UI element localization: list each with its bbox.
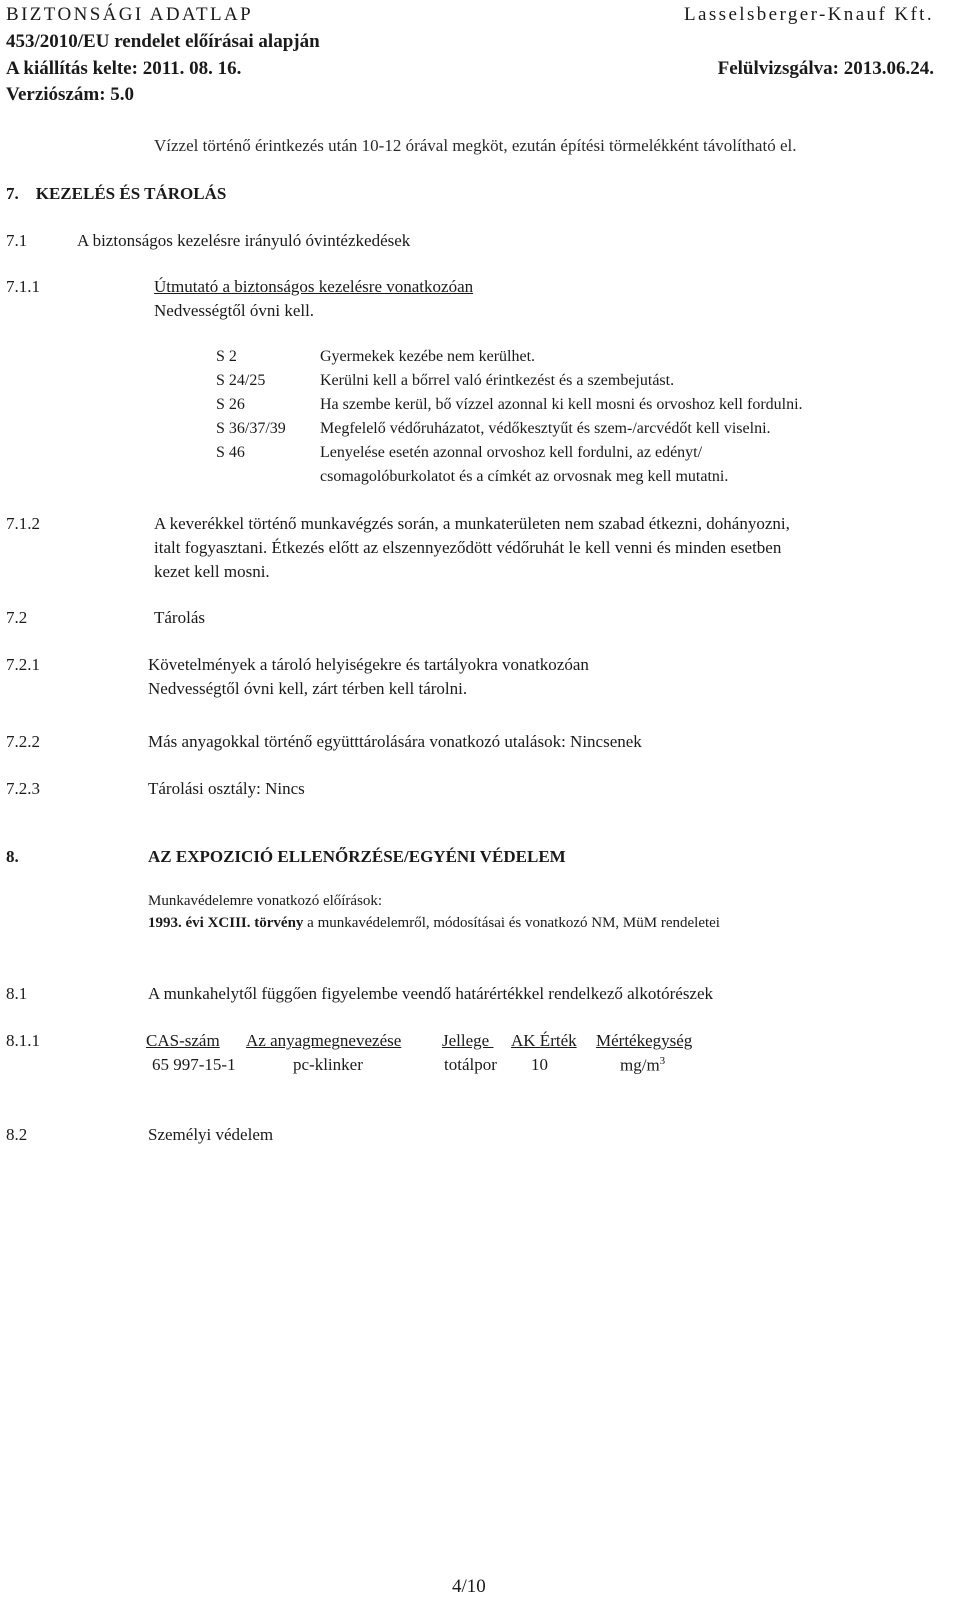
doc-title: BIZTONSÁGI ADATLAP (6, 4, 254, 25)
section-7-2-3-number: 7.2.3 (6, 779, 40, 798)
law-reference-rest: a munkavédelemről, módosításai és vonatkozó NM, MüM rendeletei (303, 915, 720, 931)
table-header-unit: Mértékegység (596, 1031, 693, 1050)
section-7-2-number: 7.2 (6, 608, 28, 627)
table-cell-name: pc-klinker (293, 1055, 363, 1074)
regulations-label: Munkavédelemre vonatkozó előírások: (148, 893, 383, 909)
intro-line: Vízzel történő érintkezés után 10-12 órával megköt, ezután építési törmelékként távolítható el. (154, 136, 797, 155)
regulation-line: 453/2010/EU rendelet előírásai alapján (6, 31, 320, 52)
s-phrase-text: Gyermekek kezébe nem kerülhet. (320, 348, 536, 365)
section-7-1-2-line: italt fogyasztani. Étkezés előtt az elszennyeződött védőruhát le kell venni és minden esetben (154, 538, 782, 557)
section-8-2-title: Személyi védelem (148, 1125, 274, 1144)
section-7-2-1-number: 7.2.1 (6, 655, 40, 674)
section-7-1-2-line: kezet kell mosni. (154, 562, 270, 581)
s-phrase-text: Lenyelése esetén azonnal orvoshoz kell fordulni, az edényt/ (320, 444, 703, 461)
section-7-2-3-text: Tárolási osztály: Nincs (148, 779, 305, 798)
table-header-cas: CAS-szám (146, 1031, 220, 1050)
section-8-2-number: 8.2 (6, 1125, 28, 1144)
section-7-title: 7. KEZELÉS ÉS TÁROLÁS (6, 184, 227, 203)
section-7-2-title: Tárolás (154, 608, 205, 627)
section-7-1-title: A biztonságos kezelésre irányuló óvintézkedések (77, 231, 411, 250)
section-7-2-2-number: 7.2.2 (6, 732, 40, 751)
table-header-type: Jellege (442, 1031, 494, 1050)
s-phrase-code: S 46 (216, 444, 245, 461)
s-phrase-code: S 2 (216, 348, 237, 365)
section-7-1-1-text: Nedvességtől óvni kell. (154, 301, 315, 320)
section-8-number: 8. (6, 847, 19, 866)
s-phrase-code: S 26 (216, 396, 245, 413)
s-phrase-text: Megfelelő védőruházatot, védőkesztyűt és szem-/arcvédőt kell viselni. (320, 420, 771, 437)
section-7-2-1-title: Követelmények a tároló helyiségekre és tartályokra vonatkozóan (148, 655, 589, 674)
s-phrase-text: Ha szembe kerül, bő vízzel azonnal ki kell mosni és orvoshoz kell fordulni. (320, 396, 803, 413)
section-8-1-1-number: 8.1.1 (6, 1031, 40, 1050)
section-7-2-2-text: Más anyagokkal történő együtttárolására vonatkozó utalások: Nincsenek (148, 732, 642, 751)
section-7-2-1-text: Nedvességtől óvni kell, zárt térben kell tárolni. (148, 679, 468, 698)
table-cell-ak-value: 10 (531, 1055, 548, 1074)
section-7-1-1-title: Útmutató a biztonságos kezelésre vonatkozóan (154, 277, 474, 296)
section-8-title: AZ EXPOZICIÓ ELLENŐRZÉSE/EGYÉNI VÉDELEM (148, 847, 566, 866)
table-cell-unit (620, 1055, 665, 1076)
table-header-ak-value: AK Érték (511, 1031, 577, 1050)
section-7-1-number: 7.1 (6, 231, 28, 250)
table-cell-cas: 65 997-15-1 (152, 1055, 236, 1074)
section-7-1-2-line: A keverékkel történő munkavégzés során, a munkaterületen nem szabad étkezni, dohányozni, (154, 514, 790, 533)
revision-date: Felülvizsgálva: 2013.06.24. (717, 58, 934, 79)
s-phrase-code: S 24/25 (216, 372, 266, 389)
company-name: Lasselsberger-Knauf Kft. (684, 4, 934, 25)
unit-exponent: 3 (659, 1055, 666, 1067)
page-number: 4/10 (452, 1576, 486, 1597)
section-7-1-2-number: 7.1.2 (6, 514, 40, 533)
unit-base: mg/m (620, 1055, 660, 1075)
table-header-name: Az anyagmegnevezése (246, 1031, 402, 1050)
section-8-1-number: 8.1 (6, 984, 28, 1003)
law-reference (148, 915, 720, 932)
law-reference-bold: 1993. évi XCIII. törvény (148, 915, 304, 931)
issue-date: A kiállítás kelte: 2011. 08. 16. (6, 58, 242, 79)
s-phrase-text: Kerülni kell a bőrrel való érintkezést és a szembejutást. (320, 372, 675, 389)
s-phrase-code: S 36/37/39 (216, 420, 286, 437)
section-8-1-title: A munkahelytől függően figyelembe veendő határértékkel rendelkező alkotórészek (148, 984, 714, 1003)
version-number: Verziószám: 5.0 (6, 84, 135, 105)
table-cell-type: totálpor (444, 1055, 497, 1074)
s-phrase-text-continued: csomagolóburkolatot és a címkét az orvosnak meg kell mutatni. (320, 468, 729, 485)
section-7-1-1-number: 7.1.1 (6, 277, 40, 296)
